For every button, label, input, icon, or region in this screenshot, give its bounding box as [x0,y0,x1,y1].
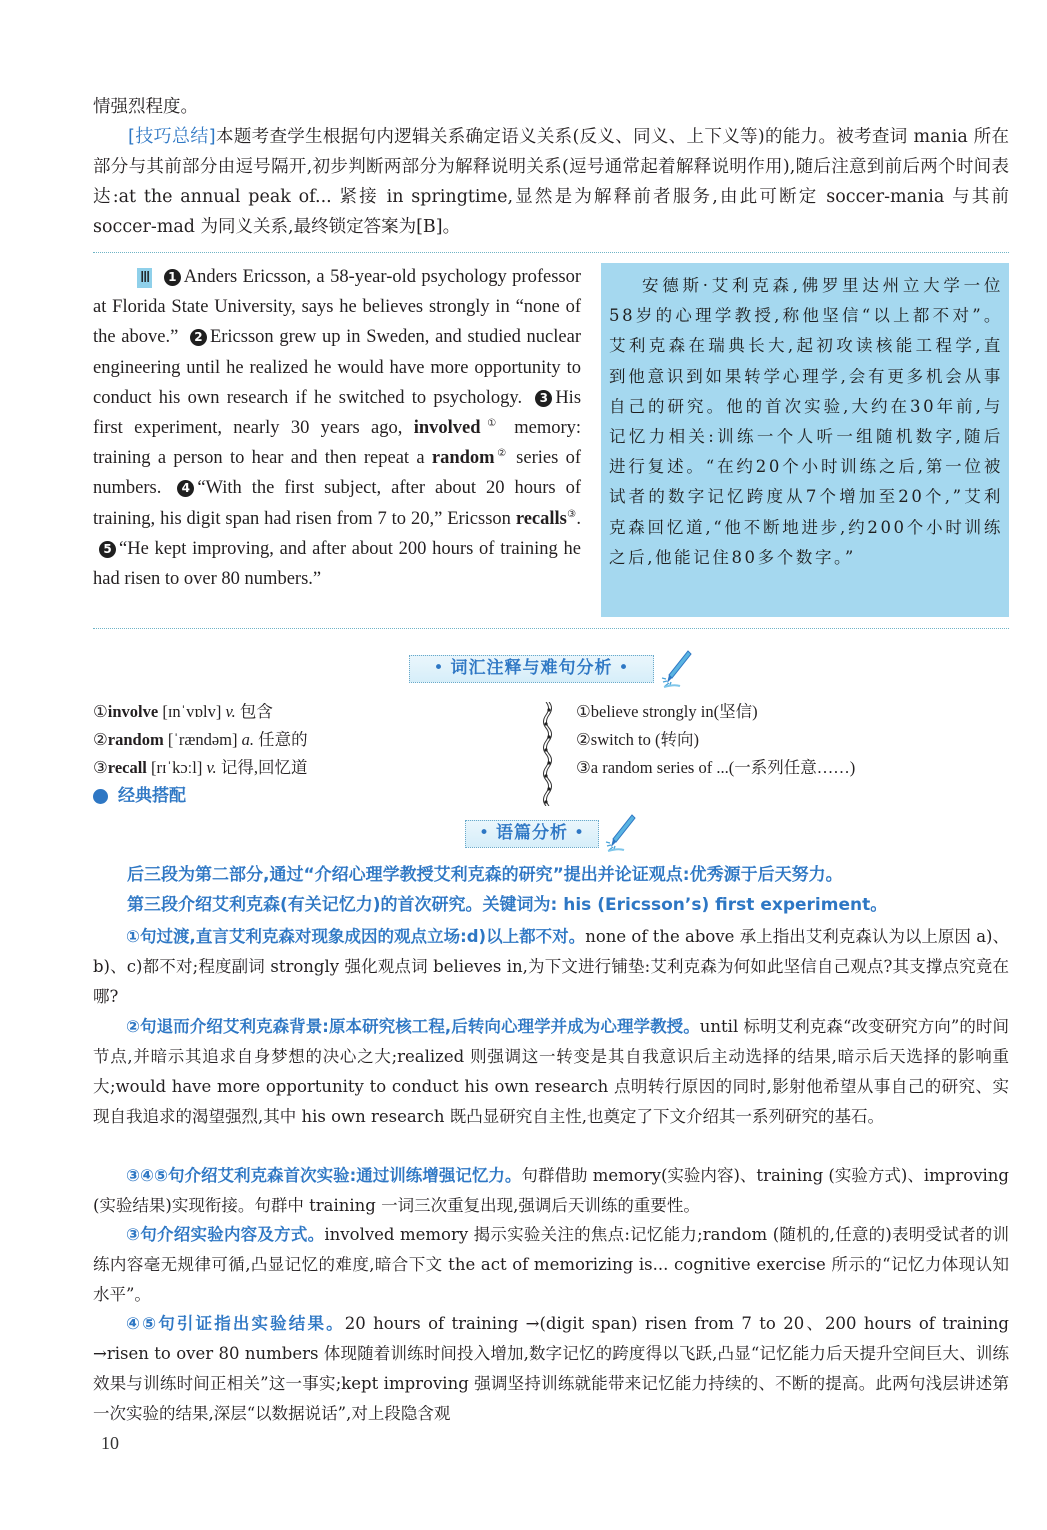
footnote-marker: ② [494,448,509,460]
analysis-heading: ①句过渡,直言艾利克森对现象成因的观点立场:d)以上都不对。 [126,927,586,946]
analysis-body: 20 hours of training →(digit span) risen from 7 to 20、200 hours of training →risen to over 80 numbers 体现随着训练时间投入增加,数字记忆的跨度得以飞跃,凸显“记忆能力后天提升空间巨大、训练效果与训练时间正相关”这一事实;kept improving 强调坚持训练就能带来记忆能力持续的、不断的提高。此两句浅层讲述第一次实验的结果,深层“以数据说话”,对上段隐含观 [93,1314,1009,1423]
analysis-heading: ②句退而介绍艾利克森背景:原本研究核工程,后转向心理学并成为心理学教授。 [126,1017,700,1036]
vocab-recalls: recalls [515,508,567,529]
divider [93,252,1009,253]
analysis-body: 句群借助 memory(实验内容)、training (实验方式)、improving (实验结果)实现衔接。句群中 training 一词三次重复出现,强调后天训练的重要性。 [93,1166,1009,1215]
tip-label: [技巧总结] [128,126,216,147]
bullet-dot: • [618,658,630,678]
previous-explanation [93,92,1009,242]
wavy-divider-icon [541,702,555,806]
divider [93,628,1009,629]
sentence-number: 5 [99,541,116,558]
collocation-item: ②switch to (转向) [576,730,699,749]
sentence-4-a: “With the first subject, after about 20 hours of training, his digit span had risen from 7 to 20,” Ericsson [93,478,582,529]
translation-box [601,263,1009,617]
discourse-lead-1: 后三段为第二部分,通过“介绍心理学教授艾利克森的研究”提出并论证观点:优秀源于后天努力。 [127,865,843,885]
sentence-number: 3 [535,390,552,407]
item-number: ③ [93,758,108,777]
sentence-3-c: series of numbers. [93,448,581,499]
analysis-heading: ③④⑤句介绍艾利克森首次实验:通过训练增强记忆力。 [126,1166,522,1185]
vocab-random: random [431,448,495,469]
vocab-item [93,754,523,782]
sentence-number: 1 [164,269,181,286]
vocab-item [93,726,523,754]
collocation-list [576,698,1006,782]
pen-icon [660,648,694,688]
analysis-item-3 [93,1161,1009,1221]
discourse-lead-2: 第三段介绍艾利克森(有关记忆力)的首次研究。关键词为: his (Ericsson’s) first experiment。 [127,895,888,915]
sentence-number: 4 [177,480,194,497]
vocab-item [93,698,523,726]
analysis-body: none of the above 承上指出艾利克森认为以上原因 a)、b)、c)都不对;程度副词 strongly 强化观点词 believes in,为下文进行铺垫:艾利克森为何如此坚信自己观点?其支撑点究竟在哪? [93,927,1009,1006]
collocation-item: ①believe strongly in(坚信) [576,702,758,721]
sentence-3-b: memory: training a person to hear and then repeat a [93,418,582,469]
continuation-text: 情强烈程度。 [93,97,198,117]
vocab-word: recall [107,758,147,777]
vocab-word: random [107,730,164,749]
footnote-marker: ① [480,417,503,429]
meaning: 包含 [239,702,273,721]
item-number: ① [93,702,108,721]
bullet-icon [93,789,108,804]
part-of-speech: v. [206,758,217,777]
bullet-dot: • [433,658,445,678]
translation-text: 安德斯·艾利克森,佛罗里达州立大学一位58岁的心理学教授,称他坚信“以上都不对”。艾利克森在瑞典长大,起初攻读核能工程学,直到他意识到如果转学心理学,会有更多机会从事自己的研究。他的首次实验,大约在30年前,与记忆力相关:训练一个人听一组随机数字,随后进行复述。“在约20个小时训练之后,第一位被试者的数字记忆跨度从7个增加至20个,”艾利克森回忆道,“他不断地进步,约200个小时训练之后,他能记住80多个数字。” [609,276,1003,567]
meaning: 记得,回忆道 [220,758,308,777]
ipa: [ˈrændəm] [167,730,238,749]
part-of-speech: v. [225,702,236,721]
analysis-body: involved memory 揭示实验关注的焦点:记忆能力;random (随机的,任意的)表明受试者的训练内容毫无规律可循,凸显记忆的难度,暗合下文 the act of memorizing is... cognitive exercise 所示的“记忆力体现认知水平”。 [93,1225,1009,1304]
part-of-speech: a. [241,730,254,749]
passage-english [93,262,581,594]
analysis-item-4 [93,1220,1009,1310]
analysis-heading: ④⑤句引证指出实验结果。 [126,1314,345,1333]
analysis-body: until 标明艾利克森“改变研究方向”的时间节点,并暗示其追求自身梦想的决心之大;realized 则强调这一转变是其自我意识后主动选择的结果,暗示后天选择的影响重大;would have more opportunity to conduct his own research 点明转行原因的同时,影射他希望从事自己的研究、实现自我追求的渴望强烈,其中 his own research 既凸显研究自主性,也奠定了下文介绍其一系列研究的基石。 [93,1017,1009,1126]
vocab-involved: involved [413,418,481,439]
sentence-1: Anders Ericsson, a 58-year-old psychology professor at Florida State University, says he believes strongly in “none of the above.” [93,267,582,348]
tip-summary [93,122,1009,242]
analysis-item-1 [93,922,1009,1012]
item-number: ② [93,730,108,749]
sentence-3-a: His first experiment, nearly 30 years ago, [93,387,582,439]
ipa: [rɪˈkɔːl] [151,758,203,777]
footnote-marker: ③ [566,508,577,520]
vocab-section-header [409,655,654,683]
analysis-heading: ③句介绍实验内容及方式。 [126,1225,325,1244]
tip-text: 本题考查学生根据句内逻辑关系确定语义关系(反义、同义、上下义等)的能力。被考查词 mania 所在部分与其前部分由逗号隔开,初步判断两部分为解释说明关系(逗号通常起着解释说明作用),随后注意到前后两个时间表达:at the annual peak of... 紧接 in springtime,显然是为解释前者服务,由此可断定 soccer-mania 与其前 soccer-mad 为同义关系,最终锁定答案为[B]。 [93,127,1010,237]
sentence-2: Ericsson grew up in Sweden, and studied nuclear engineering until he realized he would have more opportunity to conduct his own research if he switched to psychology. [93,327,581,408]
pen-icon [604,812,638,852]
analysis-item-5 [93,1309,1009,1429]
sentence-number: 2 [190,329,207,346]
ipa: [ɪnˈvɒlv] [162,702,222,721]
analysis-item-2 [93,1012,1009,1132]
discourse-section-header [465,820,599,848]
collocation-item: ③a random series of ...(一系列任意……) [576,758,856,777]
vocab-word: involve [107,702,159,721]
collocation-heading [93,782,523,810]
discourse-section-title: 语篇分析 [496,823,568,843]
page-number: 10 [101,1433,119,1453]
sentence-4-b: . [576,508,581,529]
vocab-section-title: 词汇注释与难句分析 [450,658,613,678]
sentence-5: “He kept improving, and after about 200 hours of training he had risen to over 80 numbers.” [93,538,581,590]
meaning: 任意的 [258,730,308,749]
bullet-dot: • [574,823,586,843]
paragraph-badge: Ⅲ [137,268,152,288]
bullet-dot: • [478,823,490,843]
collocation-label: 经典搭配 [118,786,186,806]
vocab-list [93,698,523,810]
